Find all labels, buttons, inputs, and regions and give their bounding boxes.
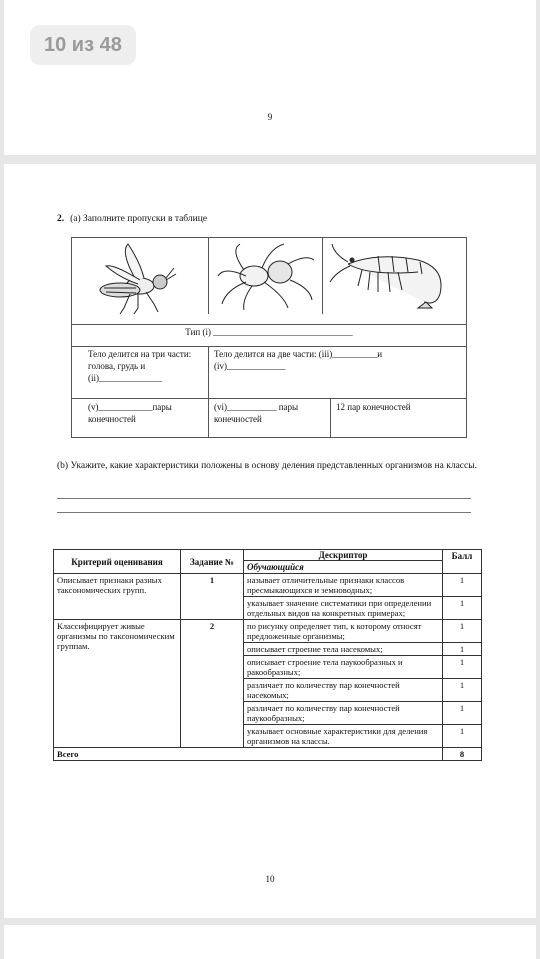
fly-illustration (80, 242, 200, 316)
question-number: 2. (57, 214, 65, 224)
spider-illustration (214, 240, 318, 312)
page-11 (4, 925, 536, 959)
page-number: 9 (267, 112, 273, 122)
task-number-cell: 1 (181, 574, 244, 620)
criteria-row (54, 574, 482, 597)
descriptor-cell: описывает строение тела насекомых; (244, 643, 443, 656)
score-cell: 1 (443, 725, 482, 748)
page-counter: 10 из 48 (30, 25, 136, 65)
total-row (54, 748, 482, 761)
descriptor-cell: по рисунку определяет тип, к которому относят предложенные организмы; (244, 620, 443, 643)
total-label: Всего (54, 748, 443, 761)
three-parts-cell: Тело делится на три части: голова, грудь и (ii)______________ (88, 349, 192, 383)
descriptor-cell: указывает значение систематики при определении отдельных видов на конкретных примерах; (244, 597, 443, 620)
question-2-part-b: (b) Укажите, какие характеристики положены в основу деления представленных организмов на классы. (57, 461, 477, 471)
answer-line (57, 512, 471, 513)
criteria-row (54, 620, 482, 643)
descriptor-cell: описывает строение тела паукообразных и ракообразных; (244, 656, 443, 679)
score-cell: 1 (443, 620, 482, 643)
task-number-cell: 2 (181, 620, 244, 748)
score-cell: 1 (443, 597, 482, 620)
criterion-cell: Классифицирует живые организмы по таксономическим группам. (54, 620, 181, 748)
two-parts-cell: Тело делится на две части: (iii)__________и (iv)_____________ (214, 349, 383, 371)
header-criterion: Критерий оценивания (54, 550, 181, 574)
criteria-header-row (54, 550, 482, 561)
shrimp-illustration (328, 242, 462, 312)
cell-vi: (vi)___________ пары конечностей (214, 402, 299, 424)
cell-12-pairs: 12 пар конечностей (336, 402, 411, 412)
descriptor-cell: называет отличительные признаки классов пресмыкающихся и земноводных; (244, 574, 443, 597)
criterion-cell: Описывает признаки разных таксономических групп. (54, 574, 181, 620)
score-cell: 1 (443, 702, 482, 725)
cell-v: (v)____________пары конечностей (88, 402, 172, 424)
header-score: Балл (443, 550, 482, 574)
organisms-table (71, 237, 467, 438)
question-2-part-a (57, 213, 207, 225)
header-task: Задание № (181, 550, 244, 574)
criteria-table (53, 549, 482, 761)
header-descriptor: Дескриптор (244, 550, 443, 561)
score-cell: 1 (443, 679, 482, 702)
descriptor-cell: различает по количеству пар конечностей насекомых; (244, 679, 443, 702)
page-10 (4, 164, 536, 918)
page-number: 10 (265, 874, 275, 884)
descriptor-cell: различает по количеству пар конечностей паукообразных; (244, 702, 443, 725)
type-row: Тип (i) _______________________________ (185, 327, 353, 337)
total-score: 8 (443, 748, 482, 761)
descriptor-cell: указывает основные характеристики для деления организмов на классы. (244, 725, 443, 748)
page-9 (4, 0, 536, 155)
score-cell: 1 (443, 574, 482, 597)
part-a-text: (a) Заполните пропуски в таблице (70, 214, 208, 224)
answer-line (57, 498, 471, 499)
score-cell: 1 (443, 643, 482, 656)
score-cell: 1 (443, 656, 482, 679)
header-student: Обучающийся (244, 561, 443, 574)
